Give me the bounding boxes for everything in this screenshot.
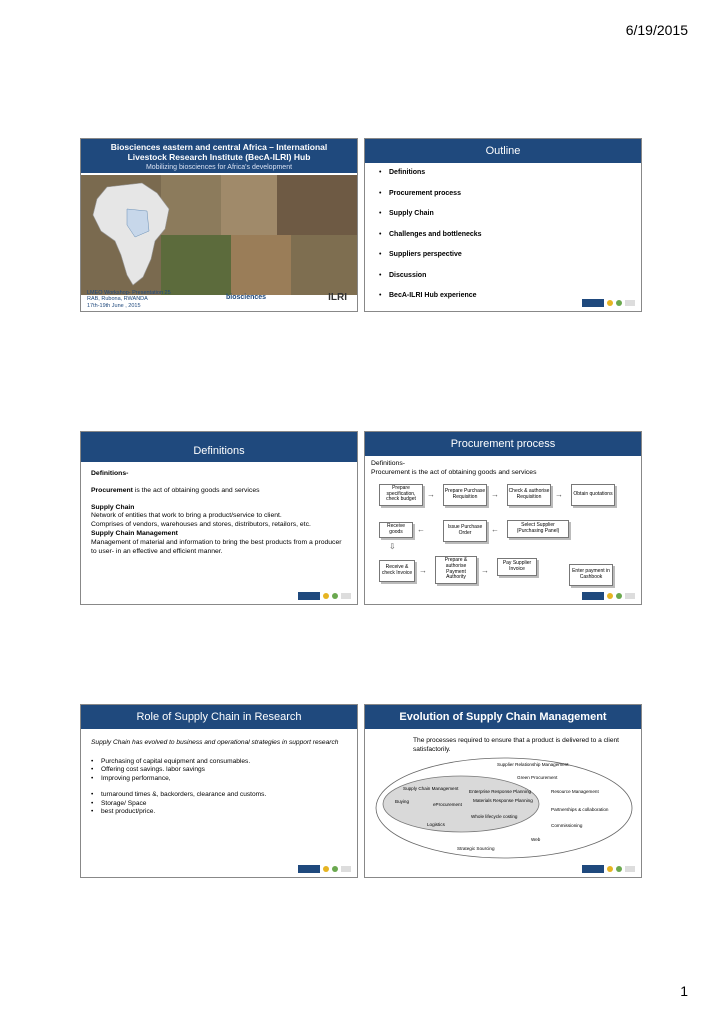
- slide-tagline: Mobilizing biosciences for Africa's development: [145, 164, 293, 171]
- list-item: • Procurement process: [379, 189, 461, 197]
- flow-box: Enter payment in Cashbook: [569, 564, 613, 586]
- photo-collage: [81, 175, 357, 295]
- slide-title-bar: [365, 139, 641, 163]
- slide-procurement-process: [364, 431, 642, 605]
- list-item: • Supply Chain: [379, 210, 434, 217]
- biosciences-logo: biosciences: [226, 294, 267, 301]
- role-list: [81, 758, 357, 817]
- slide-footer: [87, 290, 171, 310]
- diagram-label: Green Procurement: [517, 775, 558, 780]
- list-item: • Suppliers perspective: [379, 251, 462, 258]
- slide-title: Evolution of Supply Chain Management: [399, 711, 607, 723]
- flow-box: Check & authorise Requisition: [507, 484, 551, 506]
- arrow-icon: →: [481, 565, 489, 575]
- arrow-icon: →: [427, 489, 435, 499]
- slide-title-line1: Biosciences eastern and central Africa – International: [110, 142, 328, 152]
- evolution-diagram: [365, 756, 641, 866]
- arrow-icon: ⇩: [389, 541, 396, 551]
- ilri-logo: ILRI: [328, 292, 347, 303]
- list-item: • Challenges and bottlenecks: [379, 230, 482, 238]
- diagram-label: Supply Chain Management: [403, 786, 459, 791]
- list-item: • Discussion: [379, 271, 427, 279]
- procurement-definition: is the act of obtaining goods and services: [132, 486, 260, 494]
- outline-list: [365, 169, 641, 312]
- page-number: 1: [680, 983, 688, 999]
- evolution-intro: The processes required to ensure that a product is delivered to a client satisfactorily.: [413, 737, 619, 753]
- footer-line: LMEO Workshop- Presentation 25: [87, 289, 171, 296]
- diagram-label: Logistics: [427, 822, 445, 827]
- list-item: • Offering cost savings. labor savings: [91, 766, 205, 773]
- footer-logos: [298, 865, 351, 873]
- africa-map: [87, 179, 177, 289]
- flow-box: Prepare specification, check budget: [379, 484, 423, 506]
- title-banner: [81, 139, 357, 173]
- role-intro: Supply Chain has evolved to business and operational strategies in support research: [91, 739, 339, 746]
- diagram-label: Supplier Relationship Management: [497, 762, 569, 767]
- arrow-icon: →: [555, 489, 563, 499]
- diagram-label: Resource Management: [551, 789, 599, 794]
- page-date: 6/19/2015: [625, 22, 688, 38]
- slide-title-bar: [365, 705, 641, 729]
- diagram-label: Partnerships & collaboration: [551, 807, 609, 812]
- slide-title-bar: [365, 432, 641, 456]
- procurement-term: Procurement: [91, 486, 133, 494]
- flow-box: Receive & check Invoice: [379, 560, 415, 582]
- list-item: • Improving performance,: [91, 774, 171, 782]
- flow-box: Prepare Purchase Requisition: [443, 484, 487, 506]
- list-item: • Storage/ Space: [91, 799, 147, 807]
- arrow-icon: →: [491, 489, 499, 499]
- diagram-label: Enterprise Response Planning: [469, 789, 532, 794]
- scm-definition: Management of material and information to bring the best products from a producer to user- in an effective and efficient manner.: [91, 538, 342, 555]
- footer-line: 17th-19th June , 2015: [87, 302, 141, 309]
- scm-term: Supply Chain Management: [91, 529, 178, 537]
- flow-box: Prepare & authorise Payment Authority: [435, 556, 477, 584]
- slide-outline: [364, 138, 642, 312]
- supply-chain-definition: Network of entities that work to bring a product/service to client.: [91, 512, 282, 520]
- procurement-flowchart: [373, 480, 633, 598]
- slide-evolution-scm: [364, 704, 642, 878]
- flow-box: Receive goods: [379, 522, 413, 538]
- slide-role-supply-chain: [80, 704, 358, 878]
- arrow-icon: ←: [491, 524, 499, 534]
- arrow-icon: →: [419, 565, 427, 575]
- procurement-intro: [365, 456, 641, 478]
- intro-line: Definitions-: [371, 460, 405, 467]
- flow-box: Obtain quotations: [571, 484, 615, 506]
- diagram-label: Commissioning: [551, 823, 583, 828]
- slide-title-bar: [81, 705, 357, 729]
- list-item: • best product/price.: [91, 808, 156, 815]
- footer-line: RAB, Rubona, RWANDA: [87, 296, 148, 302]
- list-item: • Purchasing of capital equipment and consumables.: [91, 757, 251, 765]
- list-item: • turnaround times &, backorders, clearance and customs.: [91, 791, 267, 798]
- list-item: • Definitions: [379, 169, 426, 176]
- supply-chain-term: Supply Chain: [91, 503, 135, 511]
- arrow-icon: ←: [417, 524, 425, 534]
- definitions-body: [81, 462, 357, 556]
- diagram-label: Buying: [395, 799, 410, 804]
- slide-title: Procurement process: [450, 438, 556, 450]
- intro-line: Procurement is the act of obtaining goods and services: [371, 468, 537, 476]
- definitions-heading: Definitions-: [91, 470, 129, 477]
- slide-title-line2: Livestock Research Institute (BecA-ILRI) Hub: [127, 152, 311, 162]
- supply-chain-definition: Comprises of vendors, warehouses and stores, distributors, retailors, etc.: [91, 521, 311, 529]
- diagram-label: Strategic Sourcing: [457, 846, 495, 851]
- diagram-label: eProcurement: [433, 802, 462, 807]
- slide-title: Role of Supply Chain in Research: [136, 711, 302, 723]
- footer-logos: [582, 865, 635, 873]
- flow-box: Issue Purchase Order: [443, 520, 487, 542]
- slide-definitions: [80, 431, 358, 605]
- flow-box: Pay Supplier Invoice: [497, 558, 537, 576]
- flow-box: Select Supplier (Purchasing Panel): [507, 520, 569, 538]
- diagram-label: Materials Response Planning: [473, 798, 533, 803]
- diagram-label: Web: [531, 837, 541, 842]
- diagram-label: Whole lifecycle costing: [471, 814, 518, 819]
- slide-title-bar: [81, 432, 357, 462]
- footer-logos: [582, 299, 635, 307]
- list-item: • BecA-ILRI Hub experience: [379, 292, 477, 299]
- footer-logos: [298, 592, 351, 600]
- slide-title: Outline: [485, 145, 521, 157]
- slide-title: Definitions: [193, 445, 245, 457]
- slide-title: [80, 138, 358, 312]
- footer-logos: [582, 592, 635, 600]
